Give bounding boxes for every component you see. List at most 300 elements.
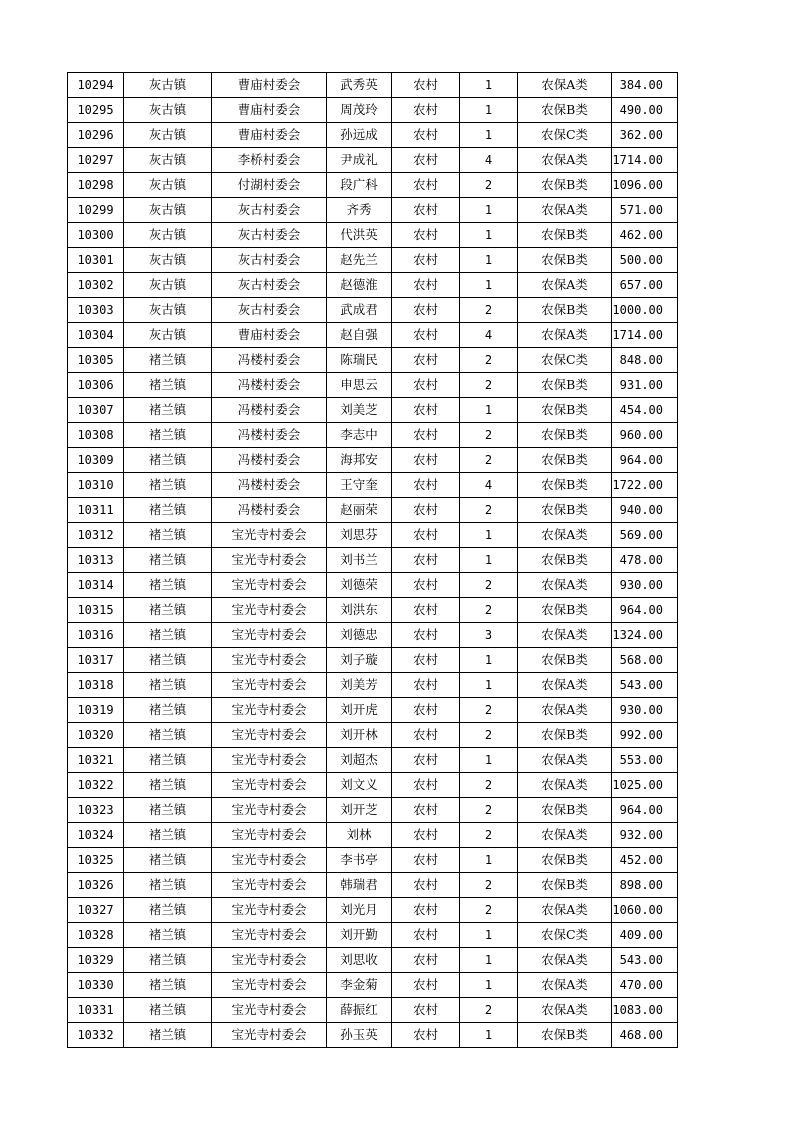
person-name-cell: 李书亭 xyxy=(327,848,392,873)
village-committee-cell: 曹庙村委会 xyxy=(212,98,327,123)
record-id-cell: 10307 xyxy=(68,398,124,423)
household-count-cell: 1 xyxy=(460,248,518,273)
insurance-category-cell: 农保B类 xyxy=(518,723,612,748)
person-name-cell: 段广科 xyxy=(327,173,392,198)
record-id-cell: 10328 xyxy=(68,923,124,948)
table-row xyxy=(68,823,678,848)
person-name-cell: 刘美芳 xyxy=(327,673,392,698)
amount-cell: 571.00 xyxy=(612,198,678,223)
household-count-cell: 3 xyxy=(460,623,518,648)
household-count-cell: 1 xyxy=(460,223,518,248)
person-name-cell: 王守奎 xyxy=(327,473,392,498)
insurance-category-cell: 农保B类 xyxy=(518,1023,612,1048)
village-committee-cell: 宝光寺村委会 xyxy=(212,848,327,873)
insurance-category-cell: 农保A类 xyxy=(518,973,612,998)
household-count-cell: 1 xyxy=(460,123,518,148)
town-cell: 褚兰镇 xyxy=(124,798,212,823)
person-name-cell: 孙玉英 xyxy=(327,1023,392,1048)
town-cell: 褚兰镇 xyxy=(124,948,212,973)
person-name-cell: 周茂玲 xyxy=(327,98,392,123)
village-committee-cell: 李桥村委会 xyxy=(212,148,327,173)
area-type-cell: 农村 xyxy=(392,848,460,873)
household-count-cell: 2 xyxy=(460,898,518,923)
town-cell: 灰古镇 xyxy=(124,98,212,123)
amount-cell: 657.00 xyxy=(612,273,678,298)
person-name-cell: 韩瑞君 xyxy=(327,873,392,898)
household-count-cell: 2 xyxy=(460,373,518,398)
table-row xyxy=(68,523,678,548)
record-id-cell: 10305 xyxy=(68,348,124,373)
town-cell: 褚兰镇 xyxy=(124,398,212,423)
area-type-cell: 农村 xyxy=(392,148,460,173)
village-committee-cell: 宝光寺村委会 xyxy=(212,698,327,723)
town-cell: 灰古镇 xyxy=(124,198,212,223)
record-id-cell: 10302 xyxy=(68,273,124,298)
village-committee-cell: 宝光寺村委会 xyxy=(212,648,327,673)
amount-cell: 960.00 xyxy=(612,423,678,448)
amount-cell: 848.00 xyxy=(612,348,678,373)
village-committee-cell: 曹庙村委会 xyxy=(212,123,327,148)
person-name-cell: 刘洪东 xyxy=(327,598,392,623)
town-cell: 褚兰镇 xyxy=(124,498,212,523)
town-cell: 褚兰镇 xyxy=(124,973,212,998)
record-id-cell: 10318 xyxy=(68,673,124,698)
person-name-cell: 刘文义 xyxy=(327,773,392,798)
amount-cell: 362.00 xyxy=(612,123,678,148)
town-cell: 褚兰镇 xyxy=(124,923,212,948)
insurance-category-cell: 农保A类 xyxy=(518,673,612,698)
household-count-cell: 2 xyxy=(460,498,518,523)
village-committee-cell: 宝光寺村委会 xyxy=(212,623,327,648)
area-type-cell: 农村 xyxy=(392,673,460,698)
village-committee-cell: 曹庙村委会 xyxy=(212,73,327,98)
village-committee-cell: 灰古村委会 xyxy=(212,298,327,323)
insurance-category-cell: 农保C类 xyxy=(518,123,612,148)
insurance-category-cell: 农保B类 xyxy=(518,498,612,523)
amount-cell: 470.00 xyxy=(612,973,678,998)
amount-cell: 1096.00 xyxy=(612,173,678,198)
record-id-cell: 10312 xyxy=(68,523,124,548)
town-cell: 褚兰镇 xyxy=(124,848,212,873)
table-row xyxy=(68,398,678,423)
household-count-cell: 1 xyxy=(460,648,518,673)
town-cell: 灰古镇 xyxy=(124,123,212,148)
town-cell: 灰古镇 xyxy=(124,223,212,248)
village-committee-cell: 宝光寺村委会 xyxy=(212,773,327,798)
village-committee-cell: 宝光寺村委会 xyxy=(212,1023,327,1048)
village-committee-cell: 冯楼村委会 xyxy=(212,498,327,523)
household-count-cell: 2 xyxy=(460,723,518,748)
record-id-cell: 10331 xyxy=(68,998,124,1023)
amount-cell: 1083.00 xyxy=(612,998,678,1023)
amount-cell: 568.00 xyxy=(612,648,678,673)
village-committee-cell: 冯楼村委会 xyxy=(212,423,327,448)
village-committee-cell: 冯楼村委会 xyxy=(212,448,327,473)
town-cell: 褚兰镇 xyxy=(124,673,212,698)
insurance-category-cell: 农保B类 xyxy=(518,298,612,323)
person-name-cell: 刘开虎 xyxy=(327,698,392,723)
person-name-cell: 赵自强 xyxy=(327,323,392,348)
person-name-cell: 李金菊 xyxy=(327,973,392,998)
record-id-cell: 10295 xyxy=(68,98,124,123)
table-row xyxy=(68,298,678,323)
person-name-cell: 薛振红 xyxy=(327,998,392,1023)
table-row xyxy=(68,423,678,448)
table-row xyxy=(68,598,678,623)
household-count-cell: 1 xyxy=(460,198,518,223)
table-row xyxy=(68,648,678,673)
table-row xyxy=(68,773,678,798)
area-type-cell: 农村 xyxy=(392,598,460,623)
amount-cell: 964.00 xyxy=(612,798,678,823)
insurance-category-cell: 农保B类 xyxy=(518,848,612,873)
table-row xyxy=(68,173,678,198)
person-name-cell: 海邦安 xyxy=(327,448,392,473)
household-count-cell: 1 xyxy=(460,673,518,698)
insurance-category-cell: 农保A类 xyxy=(518,273,612,298)
amount-cell: 462.00 xyxy=(612,223,678,248)
town-cell: 褚兰镇 xyxy=(124,998,212,1023)
area-type-cell: 农村 xyxy=(392,723,460,748)
household-count-cell: 1 xyxy=(460,98,518,123)
area-type-cell: 农村 xyxy=(392,648,460,673)
person-name-cell: 赵先兰 xyxy=(327,248,392,273)
record-id-cell: 10311 xyxy=(68,498,124,523)
area-type-cell: 农村 xyxy=(392,223,460,248)
town-cell: 褚兰镇 xyxy=(124,473,212,498)
insurance-category-cell: 农保C类 xyxy=(518,923,612,948)
insurance-category-cell: 农保A类 xyxy=(518,148,612,173)
amount-cell: 384.00 xyxy=(612,73,678,98)
village-committee-cell: 冯楼村委会 xyxy=(212,373,327,398)
household-count-cell: 4 xyxy=(460,323,518,348)
table-row xyxy=(68,623,678,648)
table-row xyxy=(68,148,678,173)
area-type-cell: 农村 xyxy=(392,973,460,998)
amount-cell: 543.00 xyxy=(612,948,678,973)
household-count-cell: 1 xyxy=(460,923,518,948)
household-count-cell: 4 xyxy=(460,148,518,173)
person-name-cell: 刘思芬 xyxy=(327,523,392,548)
area-type-cell: 农村 xyxy=(392,548,460,573)
insurance-category-cell: 农保B类 xyxy=(518,398,612,423)
household-count-cell: 1 xyxy=(460,523,518,548)
person-name-cell: 刘超杰 xyxy=(327,748,392,773)
person-name-cell: 赵德淮 xyxy=(327,273,392,298)
table-row xyxy=(68,273,678,298)
person-name-cell: 刘子璇 xyxy=(327,648,392,673)
record-id-cell: 10327 xyxy=(68,898,124,923)
table-row xyxy=(68,723,678,748)
household-count-cell: 2 xyxy=(460,798,518,823)
area-type-cell: 农村 xyxy=(392,748,460,773)
record-id-cell: 10301 xyxy=(68,248,124,273)
household-count-cell: 2 xyxy=(460,598,518,623)
insurance-category-cell: 农保B类 xyxy=(518,798,612,823)
town-cell: 灰古镇 xyxy=(124,298,212,323)
village-committee-cell: 灰古村委会 xyxy=(212,223,327,248)
record-id-cell: 10313 xyxy=(68,548,124,573)
insurance-category-cell: 农保A类 xyxy=(518,748,612,773)
amount-cell: 930.00 xyxy=(612,573,678,598)
household-count-cell: 2 xyxy=(460,698,518,723)
town-cell: 褚兰镇 xyxy=(124,898,212,923)
town-cell: 褚兰镇 xyxy=(124,723,212,748)
subsidy-table-container xyxy=(67,72,678,1048)
household-count-cell: 2 xyxy=(460,823,518,848)
town-cell: 褚兰镇 xyxy=(124,623,212,648)
person-name-cell: 李志中 xyxy=(327,423,392,448)
area-type-cell: 农村 xyxy=(392,298,460,323)
area-type-cell: 农村 xyxy=(392,798,460,823)
village-committee-cell: 宝光寺村委会 xyxy=(212,723,327,748)
area-type-cell: 农村 xyxy=(392,623,460,648)
village-committee-cell: 灰古村委会 xyxy=(212,273,327,298)
table-row xyxy=(68,373,678,398)
area-type-cell: 农村 xyxy=(392,373,460,398)
amount-cell: 1714.00 xyxy=(612,148,678,173)
insurance-category-cell: 农保A类 xyxy=(518,573,612,598)
person-name-cell: 代洪英 xyxy=(327,223,392,248)
insurance-category-cell: 农保B类 xyxy=(518,598,612,623)
person-name-cell: 刘光月 xyxy=(327,898,392,923)
area-type-cell: 农村 xyxy=(392,448,460,473)
insurance-category-cell: 农保A类 xyxy=(518,948,612,973)
insurance-category-cell: 农保A类 xyxy=(518,898,612,923)
town-cell: 灰古镇 xyxy=(124,323,212,348)
town-cell: 灰古镇 xyxy=(124,173,212,198)
person-name-cell: 刘思收 xyxy=(327,948,392,973)
table-row xyxy=(68,73,678,98)
amount-cell: 468.00 xyxy=(612,1023,678,1048)
amount-cell: 1060.00 xyxy=(612,898,678,923)
record-id-cell: 10317 xyxy=(68,648,124,673)
insurance-category-cell: 农保A类 xyxy=(518,198,612,223)
village-committee-cell: 宝光寺村委会 xyxy=(212,598,327,623)
area-type-cell: 农村 xyxy=(392,948,460,973)
record-id-cell: 10298 xyxy=(68,173,124,198)
amount-cell: 1722.00 xyxy=(612,473,678,498)
person-name-cell: 齐秀 xyxy=(327,198,392,223)
person-name-cell: 刘德忠 xyxy=(327,623,392,648)
table-row xyxy=(68,473,678,498)
area-type-cell: 农村 xyxy=(392,398,460,423)
area-type-cell: 农村 xyxy=(392,173,460,198)
person-name-cell: 尹成礼 xyxy=(327,148,392,173)
village-committee-cell: 灰古村委会 xyxy=(212,248,327,273)
record-id-cell: 10322 xyxy=(68,773,124,798)
person-name-cell: 申思云 xyxy=(327,373,392,398)
insurance-category-cell: 农保B类 xyxy=(518,373,612,398)
insurance-category-cell: 农保A类 xyxy=(518,523,612,548)
amount-cell: 1025.00 xyxy=(612,773,678,798)
village-committee-cell: 宝光寺村委会 xyxy=(212,823,327,848)
area-type-cell: 农村 xyxy=(392,823,460,848)
area-type-cell: 农村 xyxy=(392,323,460,348)
table-row xyxy=(68,98,678,123)
insurance-category-cell: 农保B类 xyxy=(518,873,612,898)
household-count-cell: 2 xyxy=(460,448,518,473)
town-cell: 灰古镇 xyxy=(124,148,212,173)
amount-cell: 452.00 xyxy=(612,848,678,873)
area-type-cell: 农村 xyxy=(392,898,460,923)
table-row xyxy=(68,898,678,923)
person-name-cell: 刘书兰 xyxy=(327,548,392,573)
record-id-cell: 10316 xyxy=(68,623,124,648)
table-row xyxy=(68,248,678,273)
village-committee-cell: 宝光寺村委会 xyxy=(212,548,327,573)
record-id-cell: 10296 xyxy=(68,123,124,148)
insurance-category-cell: 农保B类 xyxy=(518,473,612,498)
village-committee-cell: 宝光寺村委会 xyxy=(212,973,327,998)
insurance-category-cell: 农保B类 xyxy=(518,548,612,573)
area-type-cell: 农村 xyxy=(392,1023,460,1048)
town-cell: 褚兰镇 xyxy=(124,348,212,373)
area-type-cell: 农村 xyxy=(392,273,460,298)
town-cell: 褚兰镇 xyxy=(124,873,212,898)
record-id-cell: 10320 xyxy=(68,723,124,748)
area-type-cell: 农村 xyxy=(392,123,460,148)
town-cell: 褚兰镇 xyxy=(124,698,212,723)
record-id-cell: 10303 xyxy=(68,298,124,323)
town-cell: 褚兰镇 xyxy=(124,773,212,798)
insurance-category-cell: 农保A类 xyxy=(518,698,612,723)
village-committee-cell: 付湖村委会 xyxy=(212,173,327,198)
household-count-cell: 2 xyxy=(460,423,518,448)
village-committee-cell: 宝光寺村委会 xyxy=(212,948,327,973)
table-row xyxy=(68,948,678,973)
amount-cell: 932.00 xyxy=(612,823,678,848)
insurance-category-cell: 农保A类 xyxy=(518,323,612,348)
record-id-cell: 10321 xyxy=(68,748,124,773)
amount-cell: 553.00 xyxy=(612,748,678,773)
town-cell: 褚兰镇 xyxy=(124,823,212,848)
amount-cell: 964.00 xyxy=(612,448,678,473)
village-committee-cell: 宝光寺村委会 xyxy=(212,798,327,823)
record-id-cell: 10315 xyxy=(68,598,124,623)
amount-cell: 454.00 xyxy=(612,398,678,423)
record-id-cell: 10324 xyxy=(68,823,124,848)
table-row xyxy=(68,673,678,698)
insurance-category-cell: 农保B类 xyxy=(518,173,612,198)
person-name-cell: 刘林 xyxy=(327,823,392,848)
record-id-cell: 10304 xyxy=(68,323,124,348)
record-id-cell: 10329 xyxy=(68,948,124,973)
household-count-cell: 2 xyxy=(460,348,518,373)
person-name-cell: 刘开林 xyxy=(327,723,392,748)
record-id-cell: 10294 xyxy=(68,73,124,98)
village-committee-cell: 宝光寺村委会 xyxy=(212,923,327,948)
area-type-cell: 农村 xyxy=(392,248,460,273)
village-committee-cell: 宝光寺村委会 xyxy=(212,748,327,773)
village-committee-cell: 宝光寺村委会 xyxy=(212,998,327,1023)
household-count-cell: 1 xyxy=(460,973,518,998)
record-id-cell: 10299 xyxy=(68,198,124,223)
amount-cell: 964.00 xyxy=(612,598,678,623)
table-row xyxy=(68,323,678,348)
insurance-category-cell: 农保B类 xyxy=(518,648,612,673)
area-type-cell: 农村 xyxy=(392,423,460,448)
village-committee-cell: 冯楼村委会 xyxy=(212,348,327,373)
table-row xyxy=(68,448,678,473)
record-id-cell: 10325 xyxy=(68,848,124,873)
village-committee-cell: 灰古村委会 xyxy=(212,198,327,223)
amount-cell: 409.00 xyxy=(612,923,678,948)
village-committee-cell: 宝光寺村委会 xyxy=(212,673,327,698)
table-row xyxy=(68,1023,678,1048)
table-row xyxy=(68,698,678,723)
record-id-cell: 10330 xyxy=(68,973,124,998)
record-id-cell: 10308 xyxy=(68,423,124,448)
household-count-cell: 2 xyxy=(460,173,518,198)
amount-cell: 490.00 xyxy=(612,98,678,123)
amount-cell: 930.00 xyxy=(612,698,678,723)
record-id-cell: 10319 xyxy=(68,698,124,723)
town-cell: 灰古镇 xyxy=(124,273,212,298)
area-type-cell: 农村 xyxy=(392,98,460,123)
village-committee-cell: 宝光寺村委会 xyxy=(212,523,327,548)
area-type-cell: 农村 xyxy=(392,923,460,948)
household-count-cell: 1 xyxy=(460,73,518,98)
table-row xyxy=(68,123,678,148)
insurance-category-cell: 农保B类 xyxy=(518,248,612,273)
area-type-cell: 农村 xyxy=(392,473,460,498)
village-committee-cell: 宝光寺村委会 xyxy=(212,898,327,923)
table-row xyxy=(68,848,678,873)
amount-cell: 940.00 xyxy=(612,498,678,523)
household-count-cell: 2 xyxy=(460,873,518,898)
area-type-cell: 农村 xyxy=(392,498,460,523)
household-count-cell: 1 xyxy=(460,1023,518,1048)
insurance-category-cell: 农保A类 xyxy=(518,998,612,1023)
insurance-category-cell: 农保A类 xyxy=(518,773,612,798)
insurance-category-cell: 农保A类 xyxy=(518,73,612,98)
area-type-cell: 农村 xyxy=(392,698,460,723)
town-cell: 褚兰镇 xyxy=(124,548,212,573)
amount-cell: 1714.00 xyxy=(612,323,678,348)
area-type-cell: 农村 xyxy=(392,348,460,373)
record-id-cell: 10326 xyxy=(68,873,124,898)
record-id-cell: 10297 xyxy=(68,148,124,173)
village-committee-cell: 冯楼村委会 xyxy=(212,398,327,423)
amount-cell: 1324.00 xyxy=(612,623,678,648)
amount-cell: 898.00 xyxy=(612,873,678,898)
household-count-cell: 1 xyxy=(460,748,518,773)
town-cell: 褚兰镇 xyxy=(124,423,212,448)
table-row xyxy=(68,923,678,948)
person-name-cell: 孙远成 xyxy=(327,123,392,148)
table-row xyxy=(68,348,678,373)
town-cell: 褚兰镇 xyxy=(124,523,212,548)
table-row xyxy=(68,198,678,223)
table-row xyxy=(68,498,678,523)
amount-cell: 992.00 xyxy=(612,723,678,748)
household-count-cell: 4 xyxy=(460,473,518,498)
village-committee-cell: 曹庙村委会 xyxy=(212,323,327,348)
town-cell: 褚兰镇 xyxy=(124,598,212,623)
household-count-cell: 1 xyxy=(460,273,518,298)
household-count-cell: 2 xyxy=(460,298,518,323)
town-cell: 褚兰镇 xyxy=(124,373,212,398)
insurance-category-cell: 农保A类 xyxy=(518,623,612,648)
household-count-cell: 1 xyxy=(460,398,518,423)
subsidy-table xyxy=(67,72,678,1048)
person-name-cell: 武成君 xyxy=(327,298,392,323)
household-count-cell: 2 xyxy=(460,773,518,798)
household-count-cell: 1 xyxy=(460,548,518,573)
person-name-cell: 刘德荣 xyxy=(327,573,392,598)
household-count-cell: 1 xyxy=(460,948,518,973)
